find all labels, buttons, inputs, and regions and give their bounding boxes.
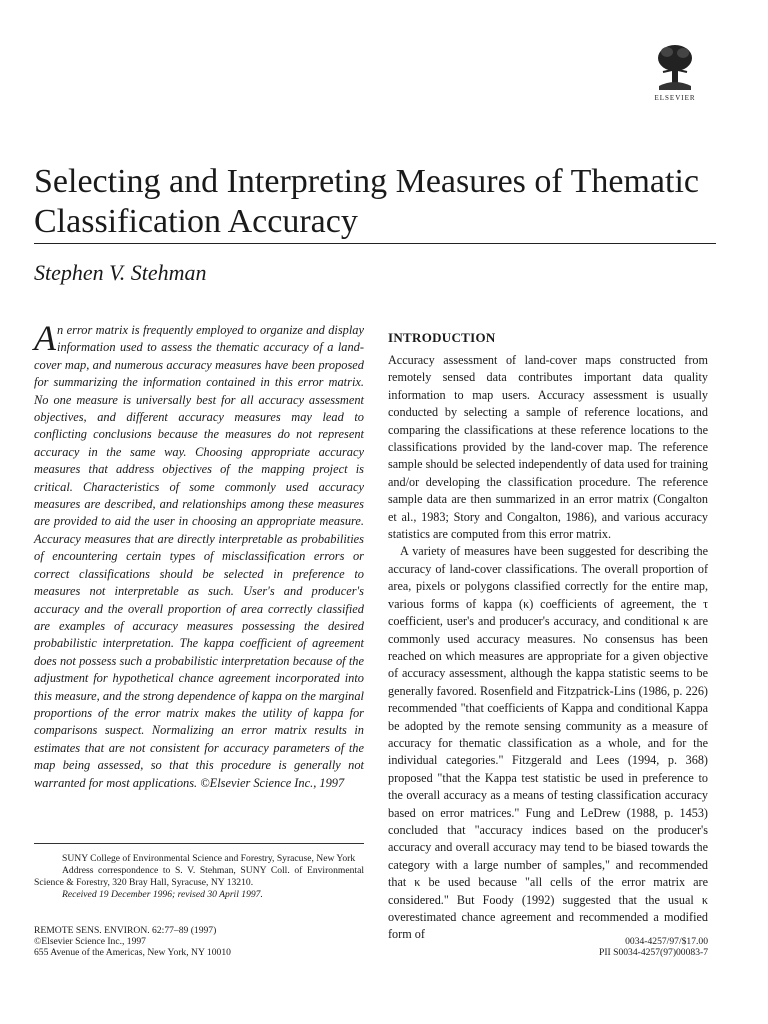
journal-citation: REMOTE SENS. ENVIRON. 62:77–89 (1997) (34, 925, 217, 936)
publisher-logo (640, 42, 710, 102)
publisher-address: 655 Avenue of the Americas, New York, NY 10010 (34, 947, 231, 958)
footnote-divider (34, 843, 364, 844)
publisher-name: ELSEVIER (654, 94, 696, 102)
article-title: Selecting and Interpreting Measures of Thematic Classification Accuracy (34, 163, 699, 240)
abstract-text: n error matrix is frequently employed to organize and display information used to assess the thematic accuracy of a land-cover map, and numerous accuracy measures have been proposed for summarizing the information contained in this error matrix. No one measure is universally best for all accuracy assessment objectives, and different accuracy measures may lead to conflicting conclusions because the measures do not represent accuracy in the same way. Choosing appropriate accuracy measures that address objectives of the mapping project is critical. Characteristics of some commonly used accuracy measures are described, and relationships among these measures are provided to aid the user in choosing an appropriate measure. Accuracy measures that are directly interpretable as probabilities of encountering certain types of misclassification errors or correct classifications should be selected in preference to measures not interpretable as such. User's and producer's accuracy and the overall proportion of area correctly classified are examples of accuracy measures possessing the desired probabilistic interpretation. The kappa coefficient of agreement does not possess such a probabilistic interpretation because of the adjustment for hypothetical chance agreement incorporated into this measure, and the strong dependence of kappa on the marginal proportions of the error matrix makes the utility of kappa for comparisons suspect. Normalizing an error matrix results in estimates that are not consistent for accuracy parameters of the map being assessed, so that this procedure is generally not warranted for most applications. ©Elsevier Science Inc., 1997 (34, 323, 364, 790)
article-author: Stephen V. Stehman (34, 260, 207, 285)
paragraph: A variety of measures have been suggested for describing the accuracy of land-cover classifications. The overall proportion of area, pixels or polygons classified correctly for the entire map, various forms of kappa (κ) coefficients of agreement, the τ coefficient, user's and producer's accuracy, and conditional κ are commonly used accuracy measures. No consensus has been reached on which measures are appropriate for a given objective of accuracy assessment, although the kappa statistic seems to be generally favored. Rosenfield and Fitzpatrick-Lins (1986, p. 226) recommended "that coefficients of Kappa and conditional Kappa be adopted by the remote sensing community as a measure of accuracy for thematic classification as a whole, and for the individual categories." Fitzgerald and Lees (1994, p. 368) proposed "that the Kappa test statistic be used in preference to the overall accuracy as a means of testing classification accuracy based on error matrices." Fung and LeDrew (1988, p. 1453) concluded that "accuracy indices based on the producer's accuracy and overall accuracy may tend to be biased towards the category with a large number of samples," and recommended that κ be used because "all cells of the error matrix are considered." But Foody (1992) suggested that the usual κ overestimated chance agreement and recommended a modified form of (388, 544, 708, 942)
journal-info (34, 925, 364, 958)
paragraph: Accuracy assessment of land-cover maps constructed from remotely sensed data contributes important data quality information to map users. Accuracy assessment is usually conducted by selecting a sample of reference locations, and comparing the classifications at these reference locations to the classifications provided by the land-cover map. The reference sample should be selected independently of data used for training and/or developing the classification procedure. The reference sample data are then summarized in an error matrix (Congalton et al., 1983; Story and Congalton, 1986), and various accuracy statistics are computed from this error matrix. (388, 353, 708, 542)
introduction-body (388, 352, 708, 944)
footnote-address: Address correspondence to S. V. Stehman, SUNY Coll. of Environmental Science & Forestry, 320 Bray Hall, Syracuse, NY 13210. (34, 865, 364, 888)
section-heading-introduction: INTRODUCTION (388, 330, 496, 345)
journal-copyright: ©Elsevier Science Inc., 1997 (34, 936, 146, 947)
footnote-received: Received 19 December 1996; revised 30 April 1997. (62, 889, 263, 900)
abstract (34, 318, 364, 792)
issn-price: 0034-4257/97/$17.00 (625, 936, 708, 947)
footnote-affiliation: SUNY College of Environmental Science and Forestry, Syracuse, New York (62, 853, 356, 864)
footnotes (34, 853, 364, 901)
abstract-dropcap: A (34, 318, 56, 358)
title-divider (34, 243, 716, 244)
pii: PII S0034-4257(97)00083-7 (599, 947, 708, 958)
elsevier-tree-icon (655, 42, 695, 92)
